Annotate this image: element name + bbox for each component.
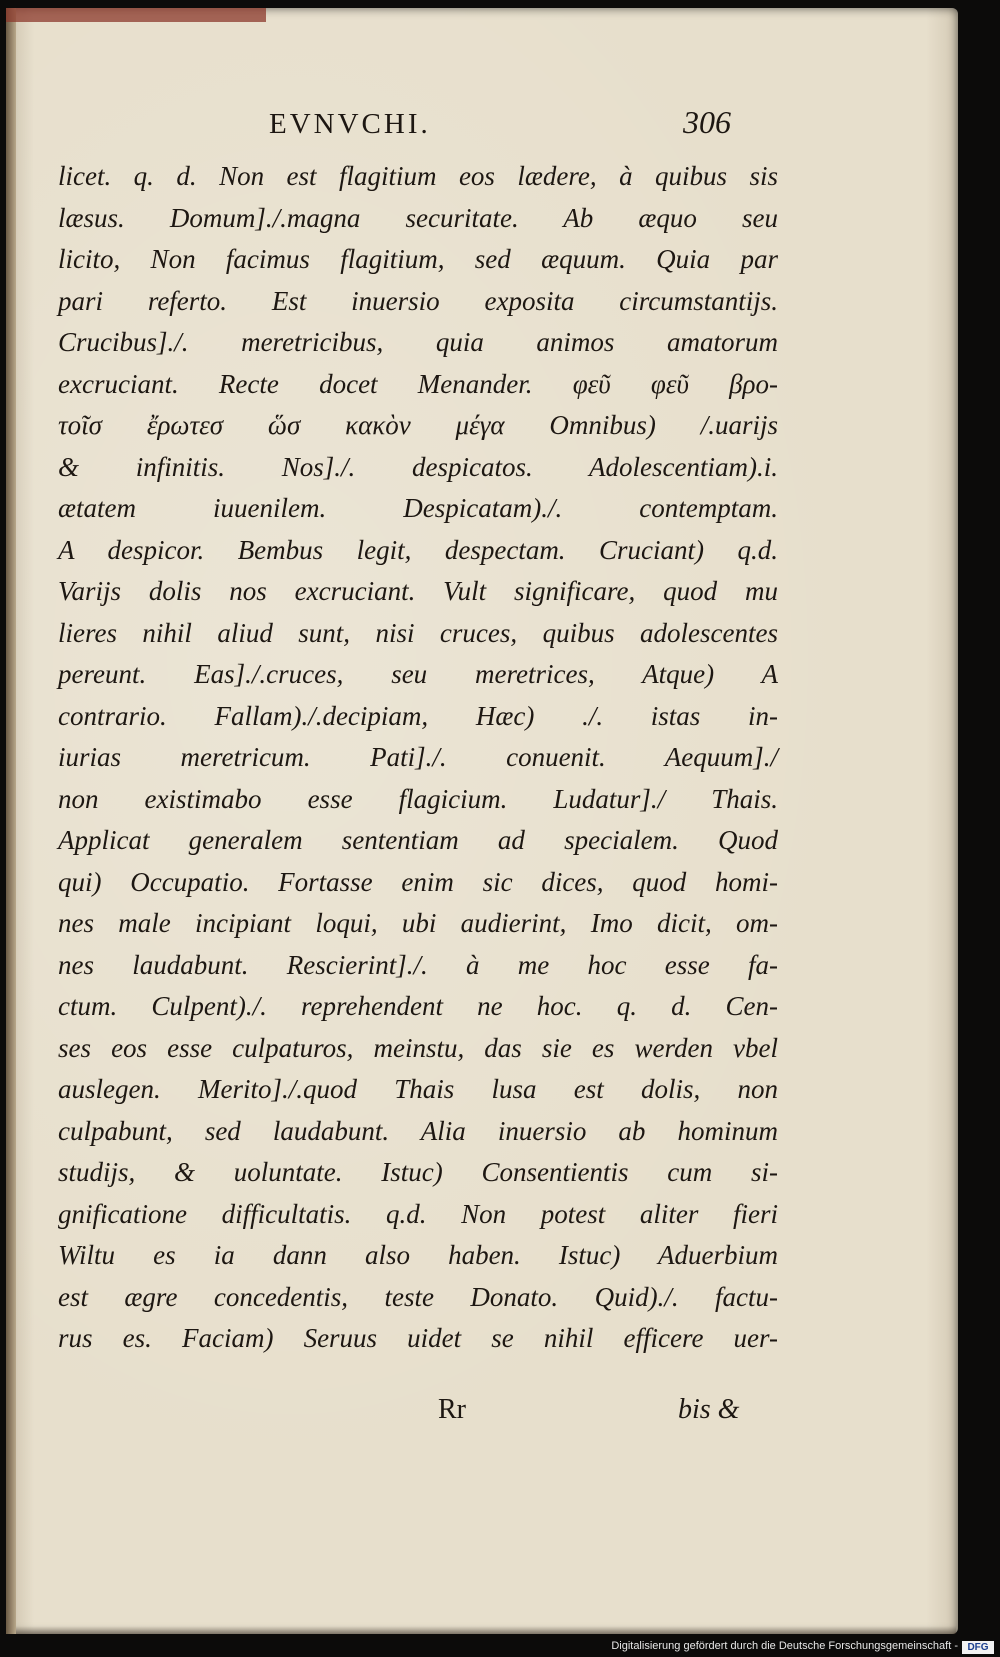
text-line: pereunt. Eas]./.cruces, seu meretrices, Atque) A [58, 659, 778, 689]
text-line: rus es. Faciam) Seruus uidet se nihil efficere uer- [58, 1323, 778, 1353]
text-line: nes male incipiant loqui, ubi audierint, Imo dicit, om- [58, 908, 778, 938]
text-line: Applicat generalem sententiam ad specialem. Quod [58, 825, 778, 855]
text-line: excruciant. Recte docet Menander. φεῦ φεῦ βρο- [58, 368, 778, 399]
text-line: τοῖσ ἔρωτεσ ὥσ κακὸν μέγα Omnibus) /.uarijs [58, 410, 778, 440]
text-line: culpabunt, sed laudabunt. Alia inuersio ab hominum [58, 1115, 778, 1146]
binding-edge [6, 8, 16, 1634]
signature-mark: Rr [438, 1394, 466, 1425]
text-line: gnificatione difficultatis. q.d. Non potest aliter fieri [58, 1198, 778, 1229]
running-head: EVNVCHI. [269, 108, 431, 140]
text-line: ætatem iuuenilem. Despicatam)./. contemptam. [58, 493, 778, 523]
book-page [6, 8, 958, 1634]
text-line: non existimabo esse flagicium. Ludatur]./ Thais. [58, 783, 778, 814]
text-line: Wiltu es ia dann also haben. Istuc) Aduerbium [58, 1240, 778, 1270]
text-line: pari referto. Est inuersio exposita circumstantijs. [58, 285, 778, 316]
top-edge-stain [6, 8, 266, 22]
text-line: licito, Non facimus flagitium, sed æquum. Quia par [58, 244, 778, 274]
text-line: lieres nihil aliud sunt, nisi cruces, quibus adolescentes [58, 617, 778, 648]
text-line: Varijs dolis nos excruciant. Vult significare, quod mu [58, 576, 778, 606]
catchword: bis & [678, 1394, 740, 1425]
text-line: Crucibus]./. meretricibus, quia animos amatorum [58, 327, 778, 357]
page-bottom-edge [16, 1626, 956, 1634]
text-line: studijs, & uoluntate. Istuc) Consentientis cum si- [58, 1157, 778, 1187]
text-line: est ægre concedentis, teste Donato. Quid)./. factu- [58, 1281, 778, 1312]
text-line: contrario. Fallam)./.decipiam, Hæc) ./. istas in- [58, 700, 778, 731]
text-line: licet. q. d. Non est flagitium eos lædere, à quibus sis [58, 161, 778, 191]
text-line: nes laudabunt. Rescierint]./. à me hoc esse fa- [58, 949, 778, 980]
text-line: auslegen. Merito]./.quod Thais lusa est dolis, non [58, 1074, 778, 1104]
text-line: & infinitis. Nos]./. despicatos. Adolescentiam).i. [58, 451, 778, 482]
text-line: ctum. Culpent)./. reprehendent ne hoc. q. d. Cen- [58, 991, 778, 1021]
text-line: A despicor. Bembus legit, despectam. Cruciant) q.d. [58, 534, 778, 565]
page-number: 306 [683, 104, 731, 140]
text-line: iurias meretricum. Pati]./. conuenit. Aequum]./ [58, 742, 778, 772]
text-line: læsus. Domum]./.magna securitate. Ab æquo seu [58, 202, 778, 233]
commentary-text [58, 156, 778, 1360]
text-line: ses eos esse culpaturos, meinstu, das sie es werden vbel [58, 1032, 778, 1063]
dfg-logo: DFG [962, 1641, 994, 1654]
funding-credit: Digitalisierung gefördert durch die Deutsche Forschungsgemeinschaft - [611, 1640, 958, 1652]
text-line: qui) Occupatio. Fortasse enim sic dices, quod homi- [58, 866, 778, 897]
